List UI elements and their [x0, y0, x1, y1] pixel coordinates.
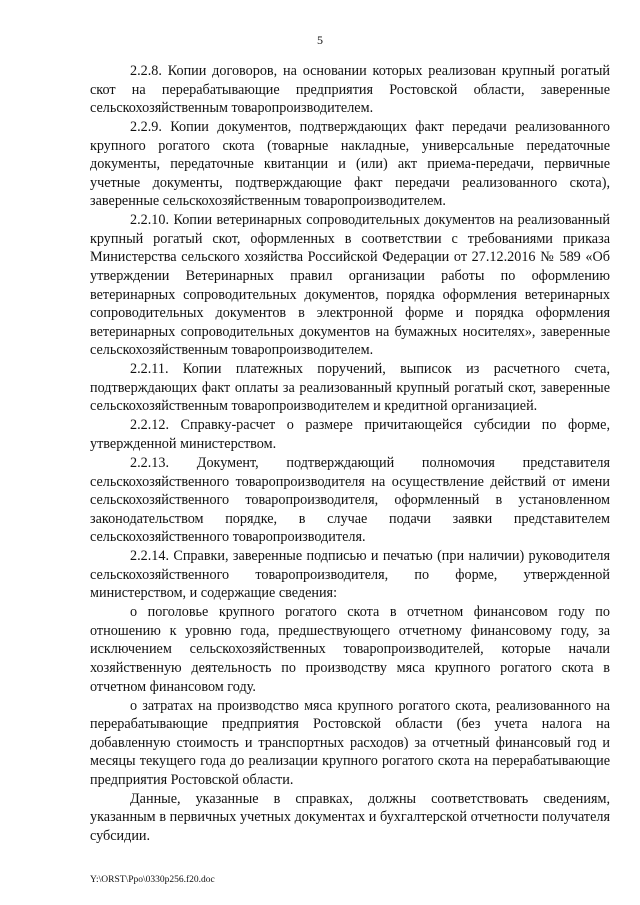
paragraph-2-2-13: 2.2.13. Документ, подтверждающий полномочия представителя сельскохозяйственного товаропроизводителя на осуществление действий от имени сельскохозяйственного товаропроизводителя, оформленный в установленном законодательством порядке, в случае подачи заявки представителем сельскохозяйственного товаропроизводителя.: [90, 454, 610, 546]
paragraph-livestock-info: о поголовье крупного рогатого скота в отчетном финансовом году по отношению к уровню года, предшествующего отчетному финансовому году, за исключением сельскохозяйственных товаропроизводителей, которые начали хозяйственную деятельность по производству мяса крупного рогатого скота в отчетном финансовом году.: [90, 604, 610, 695]
paragraph-2-2-12: 2.2.12. Справку-расчет о размере причитающейся субсидии по форме, утвержденной министерством.: [90, 417, 610, 452]
paragraph-2-2-11: 2.2.11. Копии платежных поручений, выписок из расчетного счета, подтверждающих факт оплаты за реализованный крупный рогатый скот, заверенные сельскохозяйственным товаропроизводителем и кредитной организацией.: [90, 361, 610, 415]
paragraph-2-2-14: 2.2.14. Справки, заверенные подписью и печатью (при наличии) руководителя сельскохозяйственного товаропроизводителя, по форме, утвержденной министерством, и содержащие сведения:: [90, 548, 610, 602]
document-body: [90, 62, 610, 845]
paragraph-2-2-8: 2.2.8. Копии договоров, на основании которых реализован крупный рогатый скот на перерабатывающие предприятия Ростовской области, заверенные сельскохозяйственным товаропроизводителем.: [90, 63, 610, 117]
paragraph-costs-info: о затратах на производство мяса крупного рогатого скота, реализованного на перерабатывающие предприятия Ростовской области (без учета налога на добавленную стоимость и транспортных расходов) за отчетный финансовый год и месяцы текущего года до реализации крупного рогатого скота на перерабатывающие предприятия Ростовской области.: [90, 697, 610, 788]
footer-file-path: Y:\ORST\Ppo\0330p256.f20.doc: [90, 875, 215, 885]
page-number: 5: [317, 33, 323, 47]
paragraph-2-2-10: 2.2.10. Копии ветеринарных сопроводительных документов на реализованный крупный рогатый скот, оформленных в соответствии с требованиями приказа Министерства сельского хозяйства Российской Федерации от 27.12.2016 № 589 «Об утверждении Ветеринарных правил организации работы по оформлению ветеринарных сопроводительных документов, порядка оформления ветеринарных сопроводительных документов в электронной форме и порядка оформления ветеринарных сопроводительных документов на бумажных носителях», заверенные сельскохозяйственным товаропроизводителем.: [90, 212, 610, 359]
paragraph-data-compliance: Данные, указанные в справках, должны соответствовать сведениям, указанным в первичных учетных документах и бухгалтерской отчетности получателя субсидии.: [90, 790, 610, 844]
paragraph-2-2-9: 2.2.9. Копии документов, подтверждающих факт передачи реализованного крупного рогатого скота (товарные накладные, универсальные передаточные документы, передаточные квитанции и (или) акт приема-передачи, первичные учетные документы, подтверждающие факт передачи реализованного скота), заверенные сельскохозяйственным товаропроизводителем.: [90, 119, 610, 210]
